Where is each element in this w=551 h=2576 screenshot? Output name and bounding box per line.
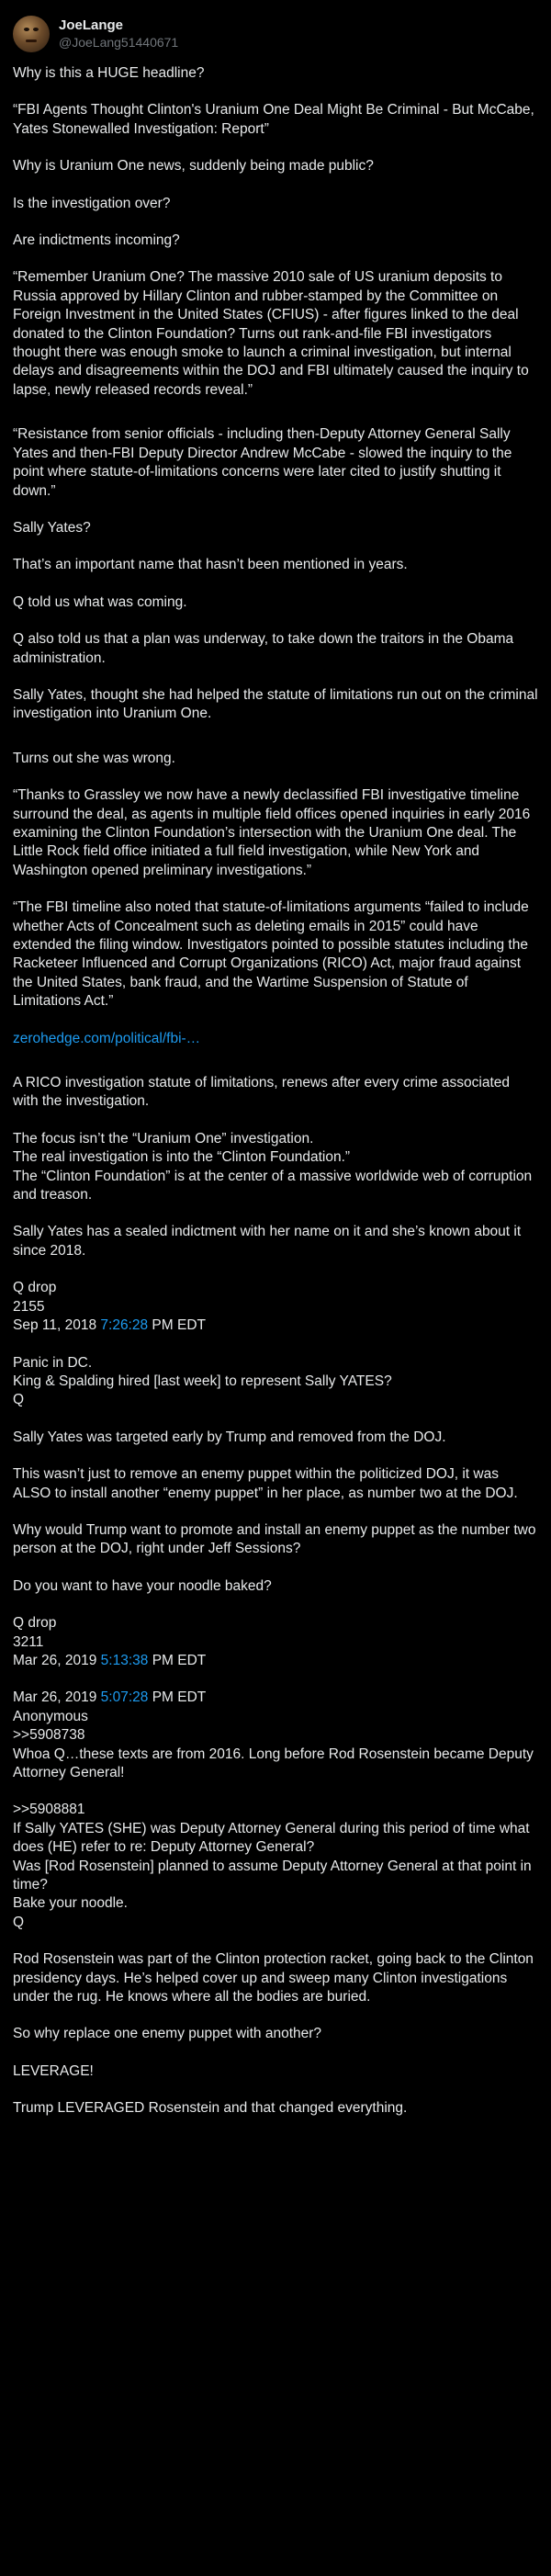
post-text: Why is Uranium One news, suddenly being made public?: [13, 158, 374, 175]
post-text: Q also told us that a plan was underway, to take down the traitors in the Obama administration.: [13, 631, 514, 666]
q-drop-number: 2155: [13, 1298, 45, 1315]
q-drop-number: 3211: [13, 1633, 44, 1650]
post-text: The “Clinton Foundation” is at the center of a massive worldwide web of corruption and treason.: [13, 1168, 533, 1203]
post-text: Are indictments incoming?: [13, 232, 180, 249]
avatar-mouth: [26, 40, 37, 42]
post-text: “Thanks to Grassley we now have a newly declassified FBI investigative timeline surround the deal, as agents in multiple field offices opened inquiries in early 2016 examining the Clinton Foundation’s intersection with the Uranium One deal. The Little Rock field office initiated a full field investigation, while New York and Washington opened preliminary investigations.”: [13, 787, 531, 878]
post-text: Sally Yates was targeted early by Trump and removed from the DOJ.: [13, 1429, 446, 1445]
post-text: So why replace one enemy puppet with another?: [13, 2026, 322, 2042]
post-text: Sally Yates, thought she had helped the statute of limitations run out on the criminal investigation into Uranium One.: [13, 686, 538, 722]
q-drop-time-link[interactable]: 5:07:28: [100, 1689, 149, 1706]
post-text: Do you want to have your noodle baked?: [13, 1577, 272, 1594]
q-drop-label: Q drop: [13, 1280, 57, 1296]
q-drop-text: Whoa Q…these texts are from 2016. Long before Rod Rosenstein became Deputy Attorney General!: [13, 1746, 534, 1780]
post-text: Turns out she was wrong.: [13, 750, 175, 766]
avatar[interactable]: [13, 16, 50, 52]
q-drop-ref: >>5908738: [13, 1727, 85, 1744]
q-drop-time-link[interactable]: 7:26:28: [100, 1317, 149, 1334]
post-text: Sally Yates has a sealed indictment with her name on it and she’s known about it since 2018.: [13, 1224, 522, 1259]
post-header: [13, 13, 538, 55]
post-text: Trump LEVERAGED Rosenstein and that changed everything.: [13, 2100, 408, 2117]
q-drop-text: Was [Rod Rosenstein] planned to assume Deputy Attorney General at that point in time?: [13, 1858, 532, 1893]
q-drop-date: Sep 11, 2018: [13, 1317, 97, 1334]
post-text: Why is this a HUGE headline?: [13, 65, 205, 81]
article-link[interactable]: zerohedge.com/political/fbi-…: [13, 1030, 201, 1046]
q-drop-ref: >>5908881: [13, 1802, 85, 1818]
post-text: The focus isn’t the “Uranium One” investigation.: [13, 1130, 314, 1147]
q-drop-text: Bake your noodle.: [13, 1895, 128, 1912]
q-drop-timestamp: [13, 1689, 538, 1707]
post-text: Is the investigation over?: [13, 195, 171, 211]
post-text: “Remember Uranium One? The massive 2010 sale of US uranium deposits to Russia approved by Hillary Clinton and rubber-stamped by the Committee on Foreign Investment in the United States (CFIUS) - after figures linked to the deal donated to the Clinton Foundation? Turns out rank-and-file FBI investigators thought there was enough smoke to launch a criminal investigation, but internal delays and disagreements within the DOJ and FBI ultimately caused the inquiry to lapse, newly released records reveal.”: [13, 269, 529, 398]
q-drop-label: Q drop: [13, 1615, 57, 1632]
q-drop-tz: PM EDT: [152, 1317, 206, 1334]
q-drop-signature: Q: [13, 1392, 25, 1408]
post-text: “FBI Agents Thought Clinton's Uranium One Deal Might Be Criminal - But McCabe, Yates Stonewalled Investigation: Report”: [13, 102, 534, 137]
q-drop-text: King & Spalding hired [last week] to represent Sally YATES?: [13, 1373, 392, 1389]
post-text: LEVERAGE!: [13, 2062, 94, 2079]
q-drop-time-link[interactable]: 5:13:38: [100, 1652, 149, 1668]
avatar-eye-left: [24, 28, 29, 31]
post-text: Q told us what was coming.: [13, 593, 187, 610]
author-name[interactable]: JoeLange: [59, 17, 124, 33]
post-text: Rod Rosenstein was part of the Clinton protection racket, going back to the Clinton presidency days. He’s helped cover up and sweep many Clinton investigations under the rug. He knows where all the bodies are buried.: [13, 1951, 534, 2005]
q-drop-date: Mar 26, 2019: [13, 1689, 97, 1706]
q-drop-text: Panic in DC.: [13, 1354, 93, 1371]
post-text: Why would Trump want to promote and install an enemy puppet as the number two person at the DOJ, right under Jeff Sessions?: [13, 1521, 536, 1557]
q-drop-date: Mar 26, 2019: [13, 1652, 97, 1668]
post-text: A RICO investigation statute of limitations, renews after every crime associated with the investigation.: [13, 1075, 511, 1110]
q-drop-timestamp: [13, 1316, 538, 1335]
post-text: The real investigation is into the “Clinton Foundation.”: [13, 1149, 351, 1166]
post-text: That’s an important name that hasn’t been mentioned in years.: [13, 557, 408, 573]
author-info: [59, 17, 178, 51]
post-text: This wasn’t just to remove an enemy puppet within the politicized DOJ, it was ALSO to install another “enemy puppet” in her place, as number two at the DOJ.: [13, 1466, 518, 1501]
post-text: Sally Yates?: [13, 519, 91, 536]
q-drop-text: If Sally YATES (SHE) was Deputy Attorney General during this period of time what does (HE) refer to re: Deputy Attorney General?: [13, 1820, 530, 1856]
post-body: [13, 64, 538, 2118]
author-handle[interactable]: @JoeLang51440671: [59, 35, 179, 50]
q-drop-tz: PM EDT: [152, 1689, 207, 1706]
q-drop-timestamp: [13, 1652, 538, 1670]
q-drop-signature: Q: [13, 1914, 25, 1930]
q-drop-anon: Anonymous: [13, 1708, 88, 1724]
post-text: “Resistance from senior officials - including then-Deputy Attorney General Sally Yates and then-FBI Deputy Director Andrew McCabe - slowed the inquiry to the point where statute-of-limitations concerns were later cited to justify shutting it down.”: [13, 426, 512, 499]
q-drop-tz: PM EDT: [152, 1652, 207, 1668]
avatar-eye-right: [33, 28, 39, 31]
post-text: “The FBI timeline also noted that statute-of-limitations arguments “failed to include whether Acts of Concealment such as deleting emails in 2015” could have extended the filing window. Investigators pointed to possible statutes including the Racketeer Influenced and Corrupt Organizations (RICO) Act, major fraud against the United States, bank fraud, and the Wartime Suspension of Statute of Limitations Act.”: [13, 899, 529, 1010]
